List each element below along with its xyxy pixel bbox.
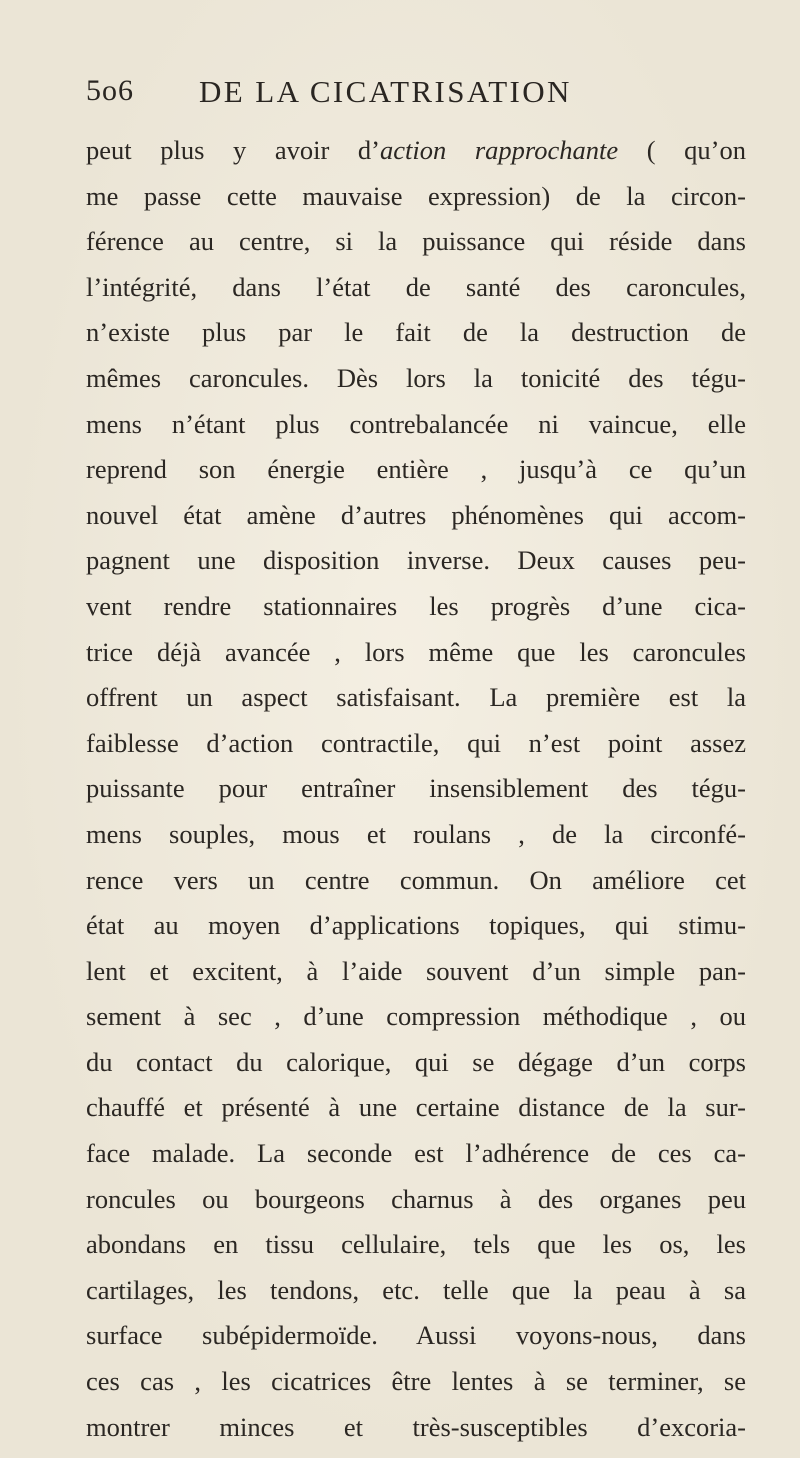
text-line: puissante pour entraîner insensiblement des tégu- [86,773,746,804]
text-line: vent rendre stationnaires les progrès d’une cica- [86,590,746,621]
text-line: cartilages, les tendons, etc. telle que la peau à sa [86,1274,746,1305]
text-line: abondans en tissu cellulaire, tels que les os, les [86,1229,746,1260]
text-line: nouvel état amène d’autres phénomènes qui accom- [86,499,746,530]
text-line: férence au centre, si la puissance qui réside dans [86,226,746,257]
text-line: lent et excitent, à l’aide souvent d’un simple pan- [86,955,746,986]
page-number: 5o6 [86,74,134,107]
text-line: offrent un aspect satisfaisant. La première est la [86,682,746,713]
text-segment: peut plus y avoir d’ [86,135,381,165]
text-line: reprend son énergie entière , jusqu’à ce qu’un [86,454,746,485]
text-line: faiblesse d’action contractile, qui n’est point assez [86,727,746,758]
body-text [86,128,746,1450]
running-title: DE LA CICATRISATION [199,74,572,109]
text-line: l’intégrité, dans l’état de santé des caroncules, [86,271,746,302]
text-line: mens souples, mous et roulans , de la circonfé- [86,818,746,849]
text-line: montrer minces et très-susceptibles d’excoria- [86,1411,746,1442]
text-line: chauffé et présenté à une certaine distance de la sur- [86,1092,746,1123]
text-line: état au moyen d’applications topiques, qui stimu- [86,910,746,941]
text-segment: ( qu’on [618,135,747,165]
text-line: n’existe plus par le fait de la destruction de [86,317,746,348]
text-line: sement à sec , d’une compression méthodique , ou [86,1001,746,1032]
text-line: du contact du calorique, qui se dégage d’un corps [86,1046,746,1077]
text-line: mens n’étant plus contrebalancée ni vaincue, elle [86,408,746,439]
text-line: pagnent une disposition inverse. Deux causes peu- [86,545,746,576]
text-line [86,128,746,174]
text-line: surface subépidermoïde. Aussi voyons-nous, dans [86,1320,746,1351]
text-line: ces cas , les cicatrices être lentes à se terminer, se [86,1366,746,1397]
page-header [86,74,726,118]
italic-phrase: action rapprochante [380,135,619,165]
text-line: face malade. La seconde est l’adhérence de ces ca- [86,1138,746,1169]
text-line: me passe cette mauvaise expression) de la circon- [86,180,746,211]
text-line: roncules ou bourgeons charnus à des organes peu [86,1183,746,1214]
text-line: rence vers un centre commun. On améliore cet [86,864,746,895]
text-line: mêmes caroncules. Dès lors la tonicité des tégu- [86,362,746,393]
text-line: trice déjà avancée , lors même que les caroncules [86,636,746,667]
